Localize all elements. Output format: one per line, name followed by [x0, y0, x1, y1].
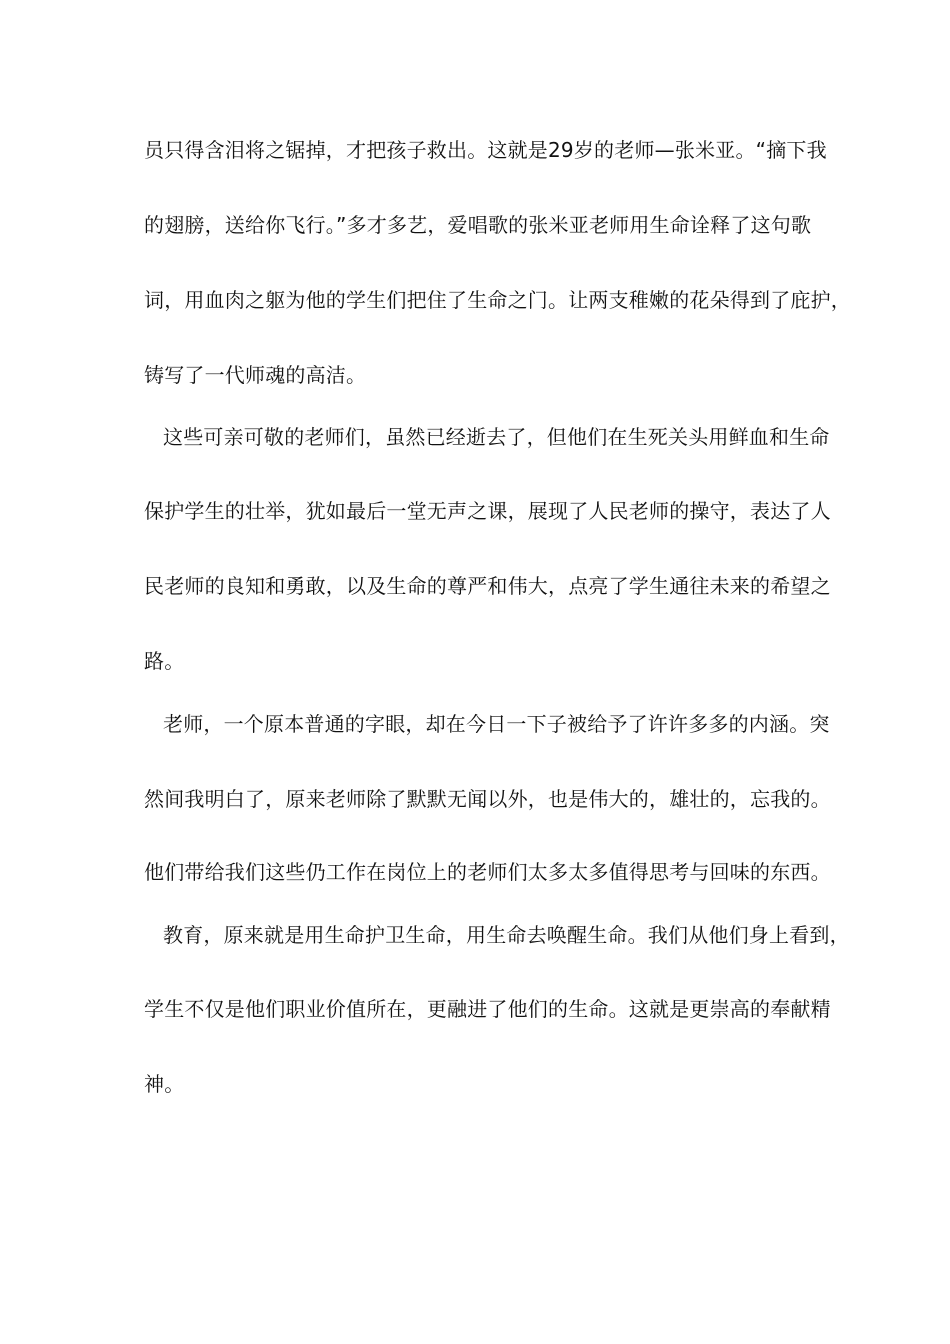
text-line: 民老师的良知和勇敢，以及生命的尊严和伟大，点亮了学生通往未来的希望之 — [144, 574, 831, 598]
text-line: 员只得含泪将之锯掉，才把孩子救出。这就是29岁的老师—张米亚。“摘下我 — [144, 138, 827, 162]
text-line: 路。 — [144, 649, 185, 673]
paragraph-first-line: 这些可亲可敬的老师们，虽然已经逝去了，但他们在生死关头用鲜血和生命 — [163, 425, 830, 449]
text-line: 他们带给我们这些仍工作在岗位上的老师们太多太多值得思考与回味的东西。 — [144, 860, 831, 884]
text-line: 学生不仅是他们职业价值所在，更融进了他们的生命。这就是更崇高的奉献精 — [144, 997, 831, 1021]
text-line: 的翅膀，送给你飞行。”多才多艺，爱唱歌的张米亚老师用生命诠释了这句歌 — [144, 213, 812, 237]
text-line: 铸写了一代师魂的高洁。 — [144, 363, 367, 387]
paragraph-first-line: 教育，原来就是用生命护卫生命，用生命去唤醒生命。我们从他们身上看到， — [163, 923, 850, 947]
text-line: 保护学生的壮举，犹如最后一堂无声之课，展现了人民老师的操守，表达了人 — [144, 499, 831, 523]
text-line: 神。 — [144, 1072, 185, 1096]
text-line: 词，用血肉之躯为他的学生们把住了生命之门。让两支稚嫩的花朵得到了庇护， — [144, 288, 851, 312]
text-line: 然间我明白了，原来老师除了默默无闻以外，也是伟大的，雄壮的，忘我的。 — [144, 787, 831, 811]
paragraph-first-line: 老师，一个原本普通的字眼，却在今日一下子被给予了许许多多的内涵。突 — [163, 712, 830, 736]
